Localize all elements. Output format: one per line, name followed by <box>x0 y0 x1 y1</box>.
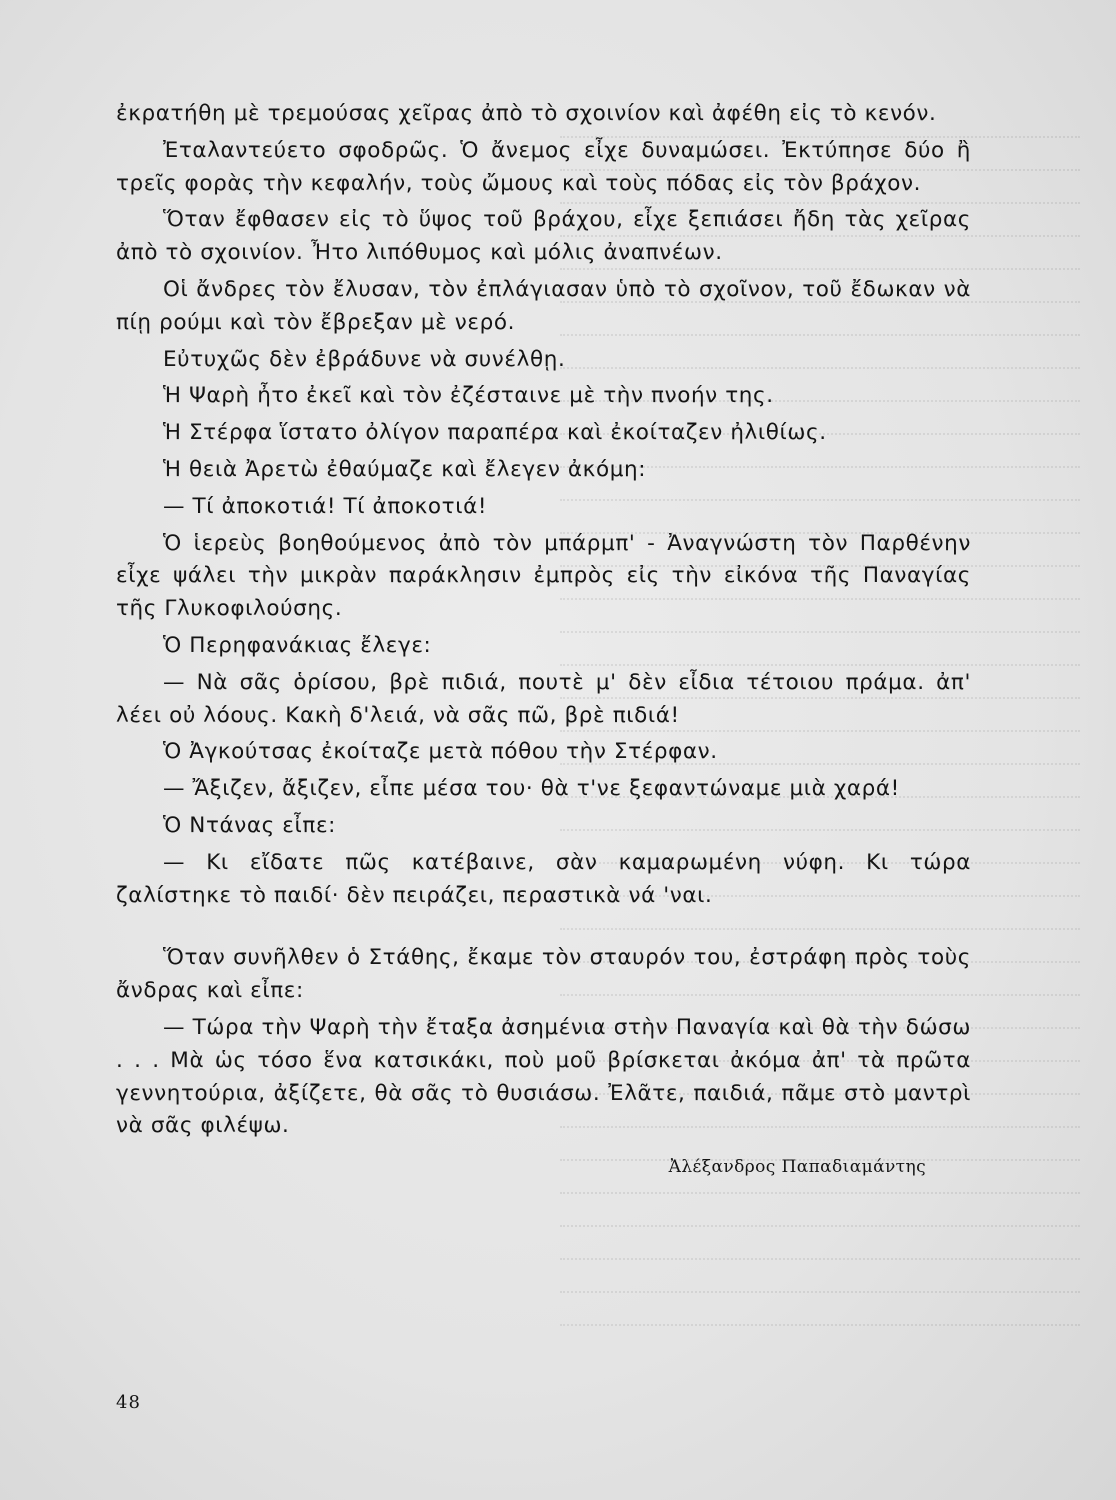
paragraph-4: Οἱ ἄνδρες τὸν ἔλυσαν, τὸν ἐπλάγιασαν ὑπὸ τὸ σχοῖνον, τοῦ ἔδωκαν νὰ πίῃ ρούμι καὶ τὸν ἔβρεξαν μὲ νερό. <box>116 276 971 335</box>
paragraph-6: Ἡ Ψαρὴ ἦτο ἐκεῖ καὶ τὸν ἐζέσταινε μὲ τὴν πνοήν της. <box>163 383 774 409</box>
paragraph-13: Ὅταν συνῆλθεν ὁ Στάθης, ἔκαμε τὸν σταυρόν του, ἐστράφη πρὸς τοὺς ἄνδρας καὶ εἶπε: <box>116 945 971 1004</box>
paragraph-1: ἐκρατήθη μὲ τρεμούσας χεῖρας ἀπὸ τὸ σχοινίον καὶ ἀφέθη εἰς τὸ κενόν. <box>116 101 937 126</box>
dialogue-line-5: — Τώρα τὴν Ψαρὴ τὴν ἔταξα ἀσημένια στὴν Παναγία καὶ θὰ τὴν δώσω . . . Μὰ ὡς τόσο ἕνα κατσικάκι, ποὺ μοῦ βρίσκεται ἀκόμα ἀπ' τὰ πρῶτα γεννητούρια, ἀξίζετε, θὰ σᾶς τὸ θυσιάσω. Ἐλᾶτε, παιδιά, πᾶμε στὸ μαντρὶ νὰ σᾶς φιλέψω. <box>116 1014 971 1139</box>
dialogue-line-4: — Κι εἴδατε πῶς κατέβαινε, σὰν καμαρωμένη νύφη. Κι τώρα ζαλίστηκε τὸ παιδί· δὲν πειράζει, περαστικὰ νά 'ναι. <box>116 849 971 908</box>
dialogue-line-3: — Ἄξιζεν, ἄξιζεν, εἶπε μέσα του· θὰ τ'νε ξεφαντώναμε μιὰ χαρά! <box>163 776 900 802</box>
paragraph-5: Εὐτυχῶς δὲν ἐβράδυνε νὰ συνέλθῃ. <box>163 346 566 372</box>
paragraph-9: Ὁ ἱερεὺς βοηθούμενος ἀπὸ τὸν μπάρμπ' - Ἀναγνώστη τὸν Παρθένην εἶχε ψάλει τὴν μικρὰν παράκλησιν ἐμπρὸς εἰς τὴν εἰκόνα τῆς Παναγίας τῆς Γλυκοφιλούσης. <box>116 530 971 622</box>
paragraph-3: Ὅταν ἔφθασεν εἰς τὸ ὕψος τοῦ βράχου, εἶχε ξεπιάσει ἤδη τὰς χεῖρας ἀπὸ τὸ σχοινίον. Ἦτο λιπόθυμος καὶ μόλις ἀναπνέων. <box>116 207 971 266</box>
paragraph-11: Ὁ Ἀγκούτσας ἐκοίταζε μετὰ πόθου τὴν Στέρφαν. <box>163 739 718 765</box>
dialogue-line-1: — Τί ἀποκοτιά! Τί ἀποκοτιά! <box>163 493 488 519</box>
author-signature: Ἀλέξανδρος Παπαδιαμάντης <box>668 1157 926 1178</box>
paragraph-10: Ὁ Περηφανάκιας ἔλεγε: <box>163 632 432 658</box>
paragraph-8: Ἡ θειὰ Ἀρετὼ ἐθαύμαζε καὶ ἔλεγεν ἀκόμη: <box>163 456 647 482</box>
page-number: 48 <box>116 1392 141 1413</box>
page-body <box>116 98 971 1181</box>
paragraph-12: Ὁ Ντάνας εἶπε: <box>163 812 337 838</box>
section-gap <box>116 916 971 942</box>
paragraph-2: Ἐταλαντεύετο σφοδρῶς. Ὁ ἄνεμος εἶχε δυναμώσει. Ἐκτύπησε δύο ἢ τρεῖς φορὰς τὴν κεφαλήν, τοὺς ὤμους καὶ τοὺς πόδας εἰς τὸν βράχον. <box>116 137 971 196</box>
dialogue-line-2: — Νὰ σᾶς ὁρίσου, βρὲ πιδιά, πουτὲ μ' δὲν εἶδια τέτοιου πράμα. ἀπ' λέει οὐ λόους. Κακὴ δ'λειά, νὰ σᾶς πῶ, βρὲ πιδιά! <box>116 669 971 728</box>
paragraph-7: Ἡ Στέρφα ἵστατο ὀλίγον παραπέρα καὶ ἐκοίταζεν ἠλιθίως. <box>163 420 827 446</box>
